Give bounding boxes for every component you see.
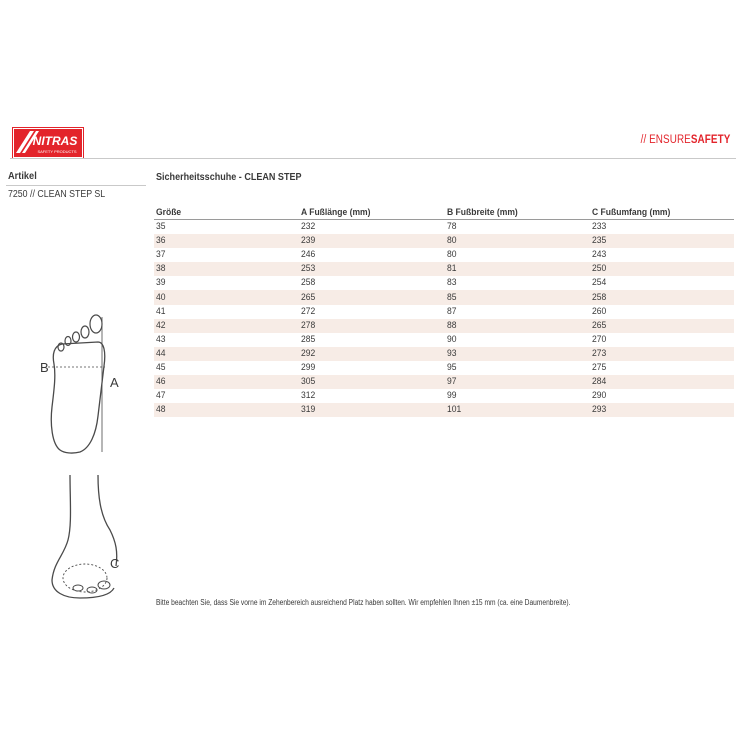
cell-foot-width: 93	[445, 347, 590, 361]
cell-foot-width: 88	[445, 319, 590, 333]
cell-foot-length: 246	[299, 248, 445, 262]
cell-foot-length: 239	[299, 234, 445, 248]
cell-size: 45	[154, 361, 299, 375]
cell-size: 36	[154, 234, 299, 248]
table-row	[154, 262, 734, 276]
size-table	[154, 205, 734, 417]
cell-foot-width: 97	[445, 375, 590, 389]
tagline-safety: SAFETY	[690, 134, 730, 146]
cell-size: 35	[154, 220, 299, 235]
cell-foot-length: 253	[299, 262, 445, 276]
cell-size: 38	[154, 262, 299, 276]
table-row	[154, 290, 734, 304]
table-row	[154, 375, 734, 389]
cell-foot-length: 265	[299, 290, 445, 304]
cell-foot-circumference: 290	[590, 389, 734, 403]
table-header-row	[154, 205, 734, 220]
artikel-label: Artikel	[8, 170, 37, 182]
cell-foot-length: 285	[299, 333, 445, 347]
table-row	[154, 234, 734, 248]
cell-foot-width: 85	[445, 290, 590, 304]
cell-foot-width: 87	[445, 305, 590, 319]
tagline-slashes: //	[640, 134, 649, 146]
cell-foot-circumference: 284	[590, 375, 734, 389]
cell-foot-circumference: 275	[590, 361, 734, 375]
cell-foot-circumference: 273	[590, 347, 734, 361]
tagline-ensure: ENSURE	[648, 134, 691, 146]
cell-foot-width: 101	[445, 403, 590, 417]
cell-foot-width: 78	[445, 220, 590, 235]
table-row	[154, 389, 734, 403]
cell-foot-length: 292	[299, 347, 445, 361]
fit-advice-note: Bitte beachten Sie, dass Sie vorne im Zehenbereich ausreichend Platz haben sollten. Wir empfehlen Ihnen ±15 mm (ca. eine Daumenbreite).	[156, 598, 571, 607]
cell-foot-width: 83	[445, 276, 590, 290]
table-row	[154, 276, 734, 290]
artikel-divider	[6, 185, 146, 186]
cell-size: 46	[154, 375, 299, 389]
table-row	[154, 347, 734, 361]
cell-foot-length: 272	[299, 305, 445, 319]
cell-foot-circumference: 293	[590, 403, 734, 417]
table-row	[154, 305, 734, 319]
diagram-label-c: C	[110, 556, 120, 571]
header-divider	[10, 158, 736, 159]
diagram-label-b: B	[40, 360, 49, 375]
diagram-label-a: A	[110, 375, 119, 390]
cell-foot-length: 299	[299, 361, 445, 375]
table-row	[154, 361, 734, 375]
cell-foot-circumference: 235	[590, 234, 734, 248]
cell-foot-width: 95	[445, 361, 590, 375]
cell-foot-circumference: 243	[590, 248, 734, 262]
cell-foot-length: 278	[299, 319, 445, 333]
cell-foot-width: 99	[445, 389, 590, 403]
table-row	[154, 248, 734, 262]
cell-foot-circumference: 250	[590, 262, 734, 276]
table-row	[154, 333, 734, 347]
cell-size: 41	[154, 305, 299, 319]
cell-size: 48	[154, 403, 299, 417]
header-foot-length: A Fußlänge (mm)	[299, 205, 445, 220]
table-row	[154, 403, 734, 417]
cell-foot-circumference: 233	[590, 220, 734, 235]
cell-foot-circumference: 265	[590, 319, 734, 333]
cell-size: 47	[154, 389, 299, 403]
cell-foot-width: 90	[445, 333, 590, 347]
cell-size: 43	[154, 333, 299, 347]
foot-side-view-diagram	[40, 470, 140, 610]
nitras-logo	[12, 127, 84, 159]
header-size: Größe	[154, 205, 299, 220]
cell-foot-circumference: 270	[590, 333, 734, 347]
cell-foot-width: 81	[445, 262, 590, 276]
table-row	[154, 319, 734, 333]
header-foot-circumference: C Fußumfang (mm)	[590, 205, 734, 220]
foot-top-view-diagram	[30, 312, 130, 462]
logo-text: NITRAS	[32, 134, 78, 148]
cell-size: 39	[154, 276, 299, 290]
cell-foot-width: 80	[445, 234, 590, 248]
cell-foot-length: 258	[299, 276, 445, 290]
cell-foot-length: 232	[299, 220, 445, 235]
table-row	[154, 220, 734, 235]
cell-size: 37	[154, 248, 299, 262]
cell-foot-circumference: 260	[590, 305, 734, 319]
ensure-safety-tagline	[640, 134, 730, 146]
cell-size: 44	[154, 347, 299, 361]
cell-foot-length: 319	[299, 403, 445, 417]
cell-foot-length: 312	[299, 389, 445, 403]
artikel-value: 7250 // CLEAN STEP SL	[8, 189, 106, 200]
cell-size: 42	[154, 319, 299, 333]
product-title: Sicherheitsschuhe - CLEAN STEP	[156, 171, 302, 183]
logo-subtext: SAFETY PRODUCTS	[37, 149, 77, 154]
cell-size: 40	[154, 290, 299, 304]
cell-foot-circumference: 258	[590, 290, 734, 304]
cell-foot-length: 305	[299, 375, 445, 389]
header-foot-width: B Fußbreite (mm)	[445, 205, 590, 220]
cell-foot-width: 80	[445, 248, 590, 262]
cell-foot-circumference: 254	[590, 276, 734, 290]
